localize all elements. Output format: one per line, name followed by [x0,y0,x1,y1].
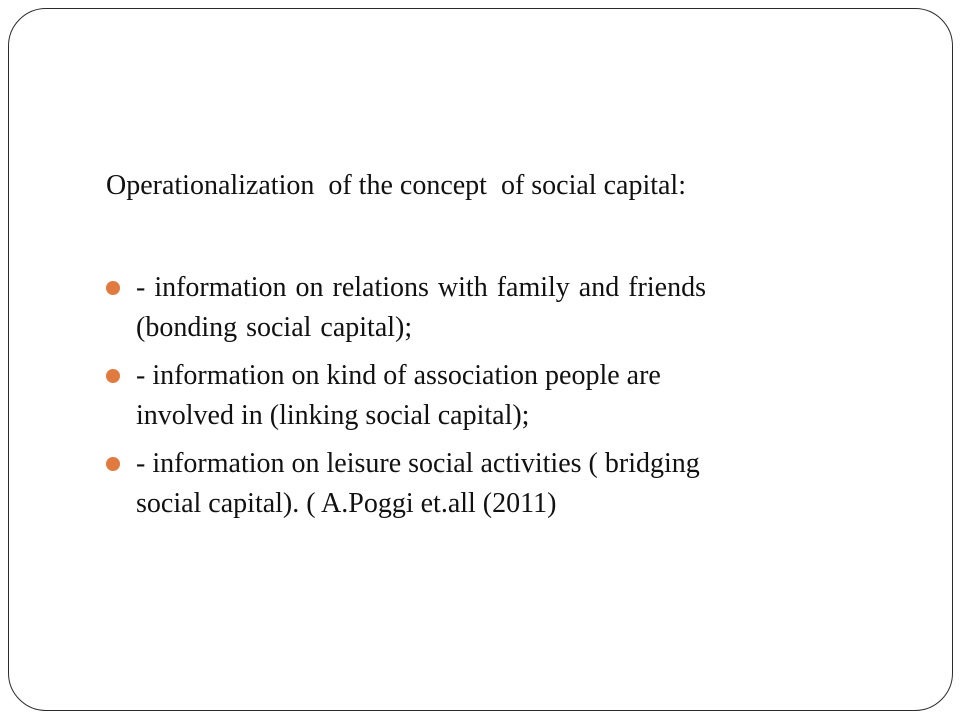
bullet-item [106,444,896,524]
bullet-text: - information on relations with family and friends (bonding social capital); [136,272,706,343]
bullet-list [106,268,896,532]
bullet-text: - information on leisure social activities ( bridging social capital). ( A.Poggi et.all (2011) [136,448,700,519]
bullet-dot-icon [106,281,120,295]
bullet-text: - information on kind of association people are involved in (linking social capital); [136,360,661,431]
bullet-dot-icon [106,369,120,383]
bullet-item [106,268,896,348]
slide-heading: Operationalization of the concept of social capital: [106,170,686,201]
bullet-item [106,356,896,436]
bullet-dot-icon [106,457,120,471]
